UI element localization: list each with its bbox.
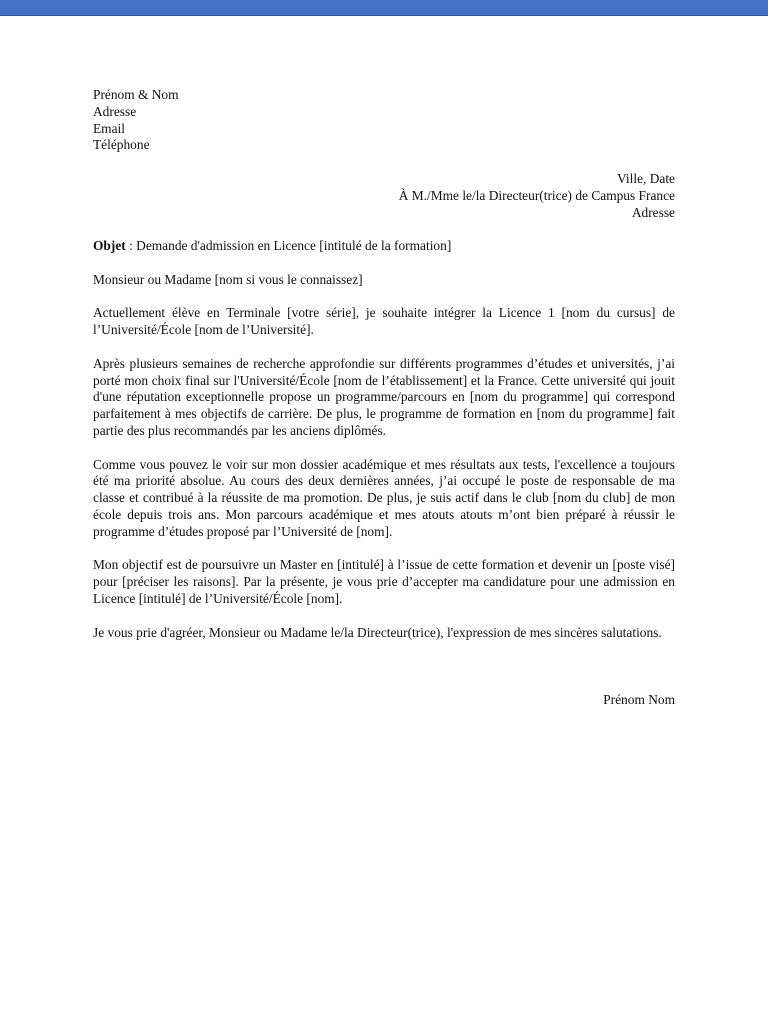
- body-paragraph-achievements: Comme vous pouvez le voir sur mon dossier académique et mes résultats aux tests, l'excellence a toujours été ma priorité absolue. Au cours des deux dernières années, j’ai occupé le poste de responsable de ma classe et contribué à la réussite de ma promotion. De plus, je suis actif dans le club [nom du club] de mon école depuis trois ans. Mon parcours académique et mes atouts atouts m’ont bien préparé à réussir le programme d’études proposé par l’Université de [nom].: [93, 456, 675, 539]
- recipient-name: À M./Mme le/la Directeur(trice) de Campus France: [398, 187, 675, 203]
- letter-page: [93, 87, 675, 708]
- recipient-block: [93, 171, 675, 221]
- sender-address: Adresse: [93, 103, 137, 119]
- place-date: Ville, Date: [617, 170, 675, 186]
- subject-text: : Demande d'admission en Licence [intitulé de la formation]: [125, 238, 452, 254]
- sender-name: Prénom & Nom: [93, 87, 179, 102]
- closing-paragraph: Je vous prie d'agréer, Monsieur ou Madame le/la Directeur(trice), l'expression de mes sincères salutations.: [93, 624, 662, 640]
- signature: Prénom Nom: [603, 691, 675, 707]
- sender-email: Email: [93, 120, 125, 136]
- recipient-address: Adresse: [631, 204, 675, 220]
- subject-label: Objet: [93, 238, 126, 254]
- window-top-bar: [0, 0, 768, 16]
- subject-line: [93, 238, 675, 255]
- sender-block: [93, 87, 675, 154]
- body-paragraph-goal: Mon objectif est de poursuivre un Master en [intitulé] à l’issue de cette formation et devenir un [poste visé] pour [préciser les raisons]. Par la présente, je vous prie d’accepter ma candidature pour une admission en Licence [intitulé] de l’Université/École [nom].: [93, 557, 675, 606]
- body-paragraph-intro: Actuellement élève en Terminale [votre série], je souhaite intégrer la Licence 1 [nom du cursus] de l’Université/École [nom de l’Université].: [93, 305, 675, 338]
- body-paragraph-choice: Après plusieurs semaines de recherche approfondie sur différents programmes d’études et universités, j’ai porté mon choix final sur l'Université/École [nom de l’établissement] et la France. Cette université qui jouit d'une réputation exceptionnelle propose un programme/parcours en [nom du programme] qui correspond parfaitement à mes objectifs de carrière. De plus, le programme de formation en [nom du programme] fait partie des plus recommandés par les anciens diplômés.: [93, 355, 675, 438]
- sender-phone: Téléphone: [93, 137, 150, 153]
- salutation: Monsieur ou Madame [nom si vous le connaissez]: [93, 271, 363, 287]
